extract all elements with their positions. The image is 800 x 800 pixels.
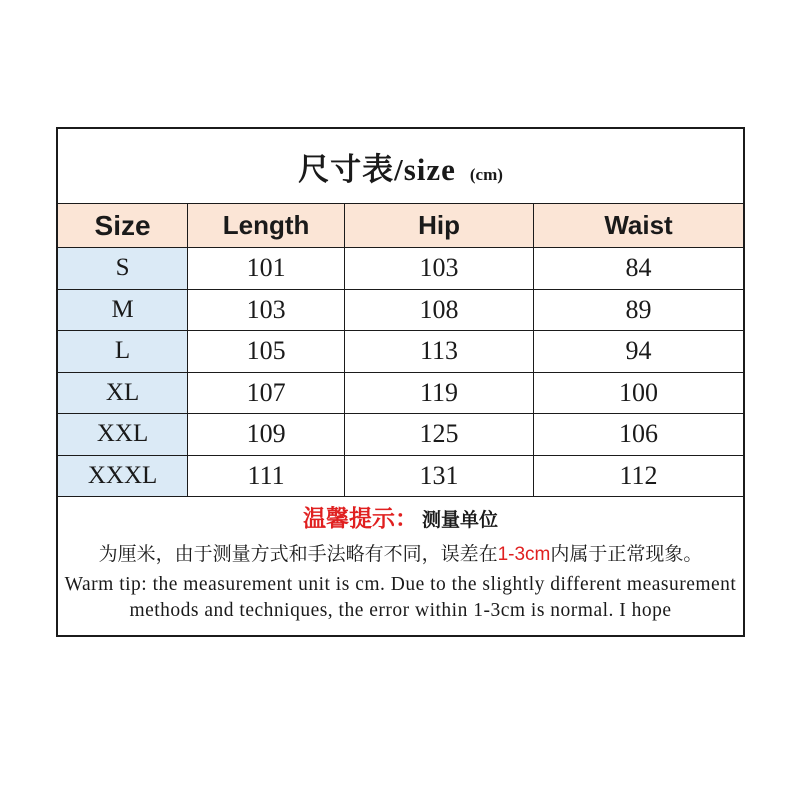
size-label-cell: L — [58, 331, 188, 372]
note-line-en-2: methods and techniques, the error within 1-3cm is normal. I hope — [129, 599, 672, 621]
header-cell-length: Length — [188, 204, 345, 247]
waist-value-cell: 106 — [619, 419, 658, 449]
waist-value-cell: 100 — [619, 377, 658, 407]
hip-value-cell: 131 — [345, 456, 534, 497]
size-label-cell: S — [58, 248, 188, 289]
waist-value-cell: 84 — [625, 253, 652, 283]
table-title-row — [58, 129, 743, 204]
hip-value-cell: 108 — [345, 290, 534, 331]
size-chart-table — [56, 127, 745, 637]
length-value-cell: 107 — [188, 373, 345, 414]
table-row — [58, 331, 743, 373]
hip-value-cell: 125 — [345, 414, 534, 455]
hip-value-cell: 113 — [345, 331, 534, 372]
note-cn-post: 内属于正常现象。 — [550, 543, 703, 565]
length-value-cell: 111 — [188, 456, 345, 497]
waist-value-cell: 89 — [625, 294, 652, 324]
table-row — [58, 248, 743, 290]
table-header-row — [58, 204, 743, 248]
table-title-unit: (cm) — [469, 164, 503, 184]
table-title — [298, 144, 503, 189]
size-label-cell: XXXL — [58, 456, 188, 497]
table-row — [58, 290, 743, 332]
table-title-text: 尺寸表/size — [298, 151, 456, 187]
header-cell-waist: Waist — [604, 210, 673, 240]
note-line-warm-tip — [303, 505, 498, 535]
note-line-en-1: Warm tip: the measurement unit is cm. Due to the slightly different measurement — [64, 573, 737, 595]
length-value-cell: 101 — [188, 248, 345, 289]
note-cn-pre: 为厘米，由于测量方式和手法略有不同，误差在 — [98, 543, 498, 565]
length-value-cell: 109 — [188, 414, 345, 455]
hip-value-cell: 103 — [345, 248, 534, 289]
header-cell-size: Size — [58, 204, 188, 247]
size-label-cell: XXL — [58, 414, 188, 455]
waist-value-cell: 112 — [619, 460, 658, 490]
hip-value-cell: 119 — [345, 373, 534, 414]
header-cell-hip: Hip — [345, 204, 534, 247]
waist-value-cell: 94 — [625, 336, 652, 366]
size-label-cell: M — [58, 290, 188, 331]
length-value-cell: 103 — [188, 290, 345, 331]
measurement-unit-label-cn: 测量单位 — [421, 509, 498, 531]
table-row — [58, 414, 743, 456]
size-label-cell: XL — [58, 373, 188, 414]
warm-tip-label-cn: 温馨提示： — [302, 504, 418, 531]
table-row — [58, 373, 743, 415]
note-cn-error-range: 1-3cm — [497, 543, 551, 565]
note-line-cn-detail — [99, 542, 703, 568]
notes-section — [58, 497, 743, 635]
table-row — [58, 456, 743, 498]
length-value-cell: 105 — [188, 331, 345, 372]
